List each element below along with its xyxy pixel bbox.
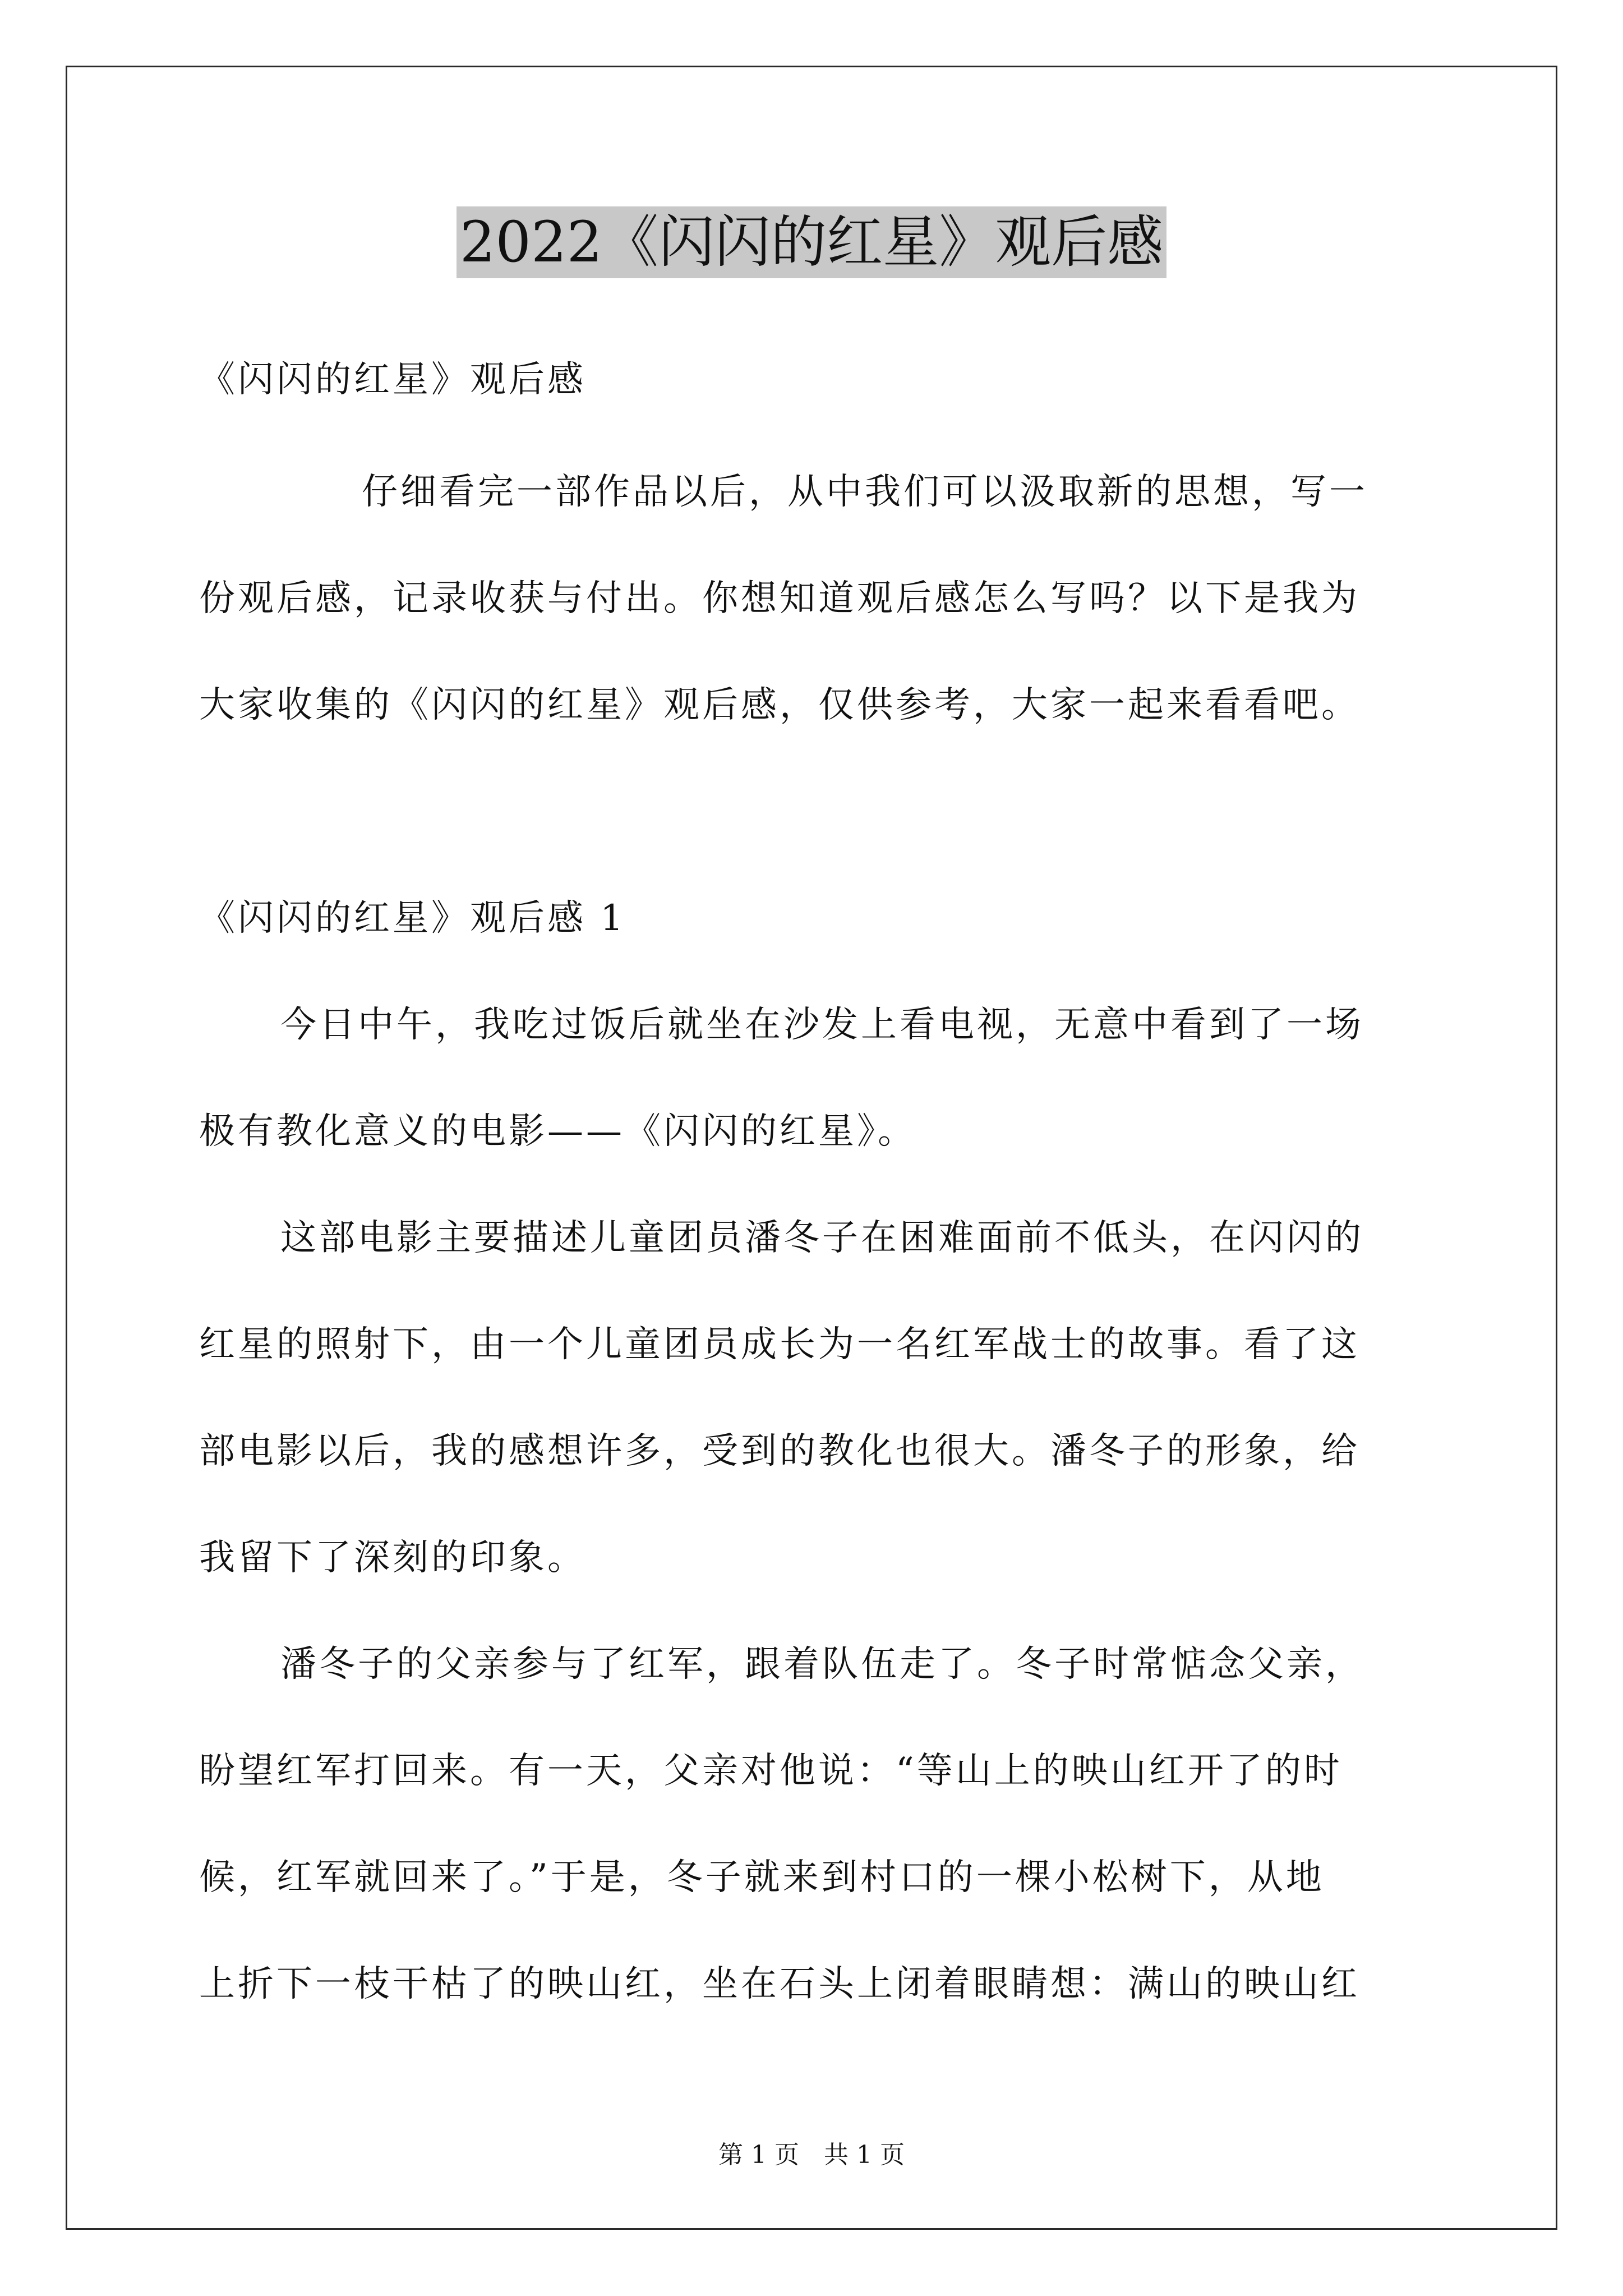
document-title: 2022《闪闪的红星》观后感 — [457, 206, 1167, 278]
section-heading: 《闪闪的红星》观后感 1 — [199, 898, 626, 939]
body-line: 极有教化意义的电影——《闪闪的红星》。 — [199, 1111, 916, 1152]
page-footer: 第 1 页 共 1 页 — [718, 2141, 905, 2169]
body-line: 候，红军就回来了。”于是，冬子就来到村口的一棵小松树下，从地 — [199, 1857, 1325, 1898]
body-line: 部电影以后，我的感想许多，受到的教化也很大。潘冬子的形象，给 — [199, 1430, 1360, 1472]
subtitle: 《闪闪的红星》观后感 — [199, 359, 586, 401]
body-line: 盼望红军打回来。有一天，父亲对他说：“等山上的映山红开了的时 — [199, 1750, 1343, 1792]
intro-line: 份观后感，记录收获与付出。你想知道观后感怎么写吗？以下是我为 — [199, 578, 1360, 619]
body-line: 潘冬子的父亲参与了红军，跟着队伍走了。冬子时常惦念父亲， — [280, 1644, 1364, 1685]
body-line: 今日中午，我吃过饭后就坐在沙发上看电视，无意中看到了一场 — [280, 1004, 1364, 1046]
body-line: 这部电影主要描述儿童团员潘冬子在困难面前不低头，在闪闪的 — [280, 1217, 1364, 1259]
body-line: 上折下一枝干枯了的映山红，坐在石头上闭着眼睛想：满山的映山红 — [199, 1963, 1360, 2005]
intro-line: 大家收集的《闪闪的红星》观后感，仅供参考，大家一起来看看吧。 — [199, 684, 1360, 726]
body-line: 我留下了深刻的印象。 — [199, 1537, 586, 1579]
title-container — [0, 206, 1623, 278]
intro-line: 仔细看完一部作品以后，从中我们可以汲取新的思想，写一 — [362, 471, 1368, 513]
body-line: 红星的照射下，由一个儿童团员成长为一名红军战士的故事。看了这 — [199, 1324, 1360, 1365]
